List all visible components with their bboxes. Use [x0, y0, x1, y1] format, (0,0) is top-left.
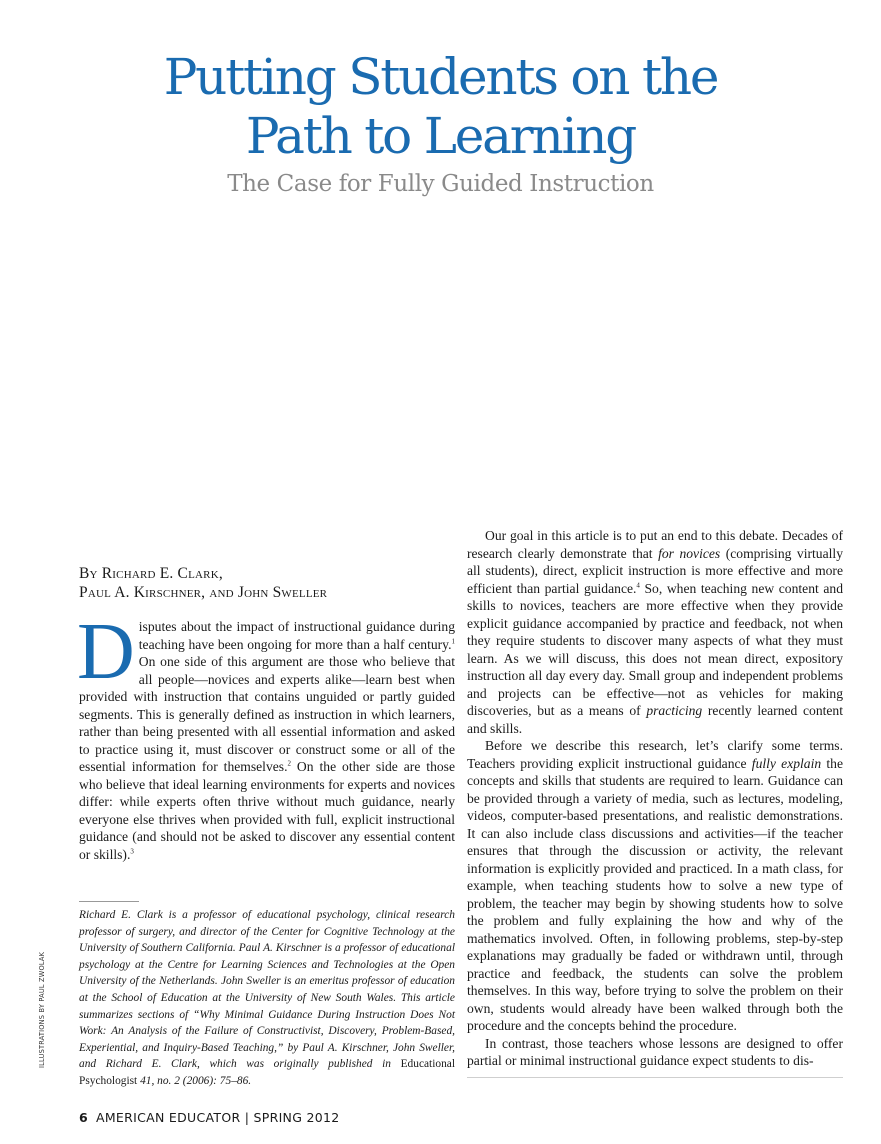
body-text: On the other side are those who believe that ideal learning environments for experts and novices differ: while experts often thrive without much guidance, nearly everyone else thrives when provided with full, explicit instructional guidance (and should not be asked to discover any essential content or skills). — [79, 759, 455, 862]
author-note — [79, 907, 455, 1090]
footnote-ref: 4 — [636, 580, 640, 589]
body-text: Before we describe this research, let’s clarify some terms. Teachers providing explicit instructional guidance — [467, 738, 843, 771]
body-text: Our goal in this article is to put an end to this debate. Decades of research clearly demonstrate that — [467, 528, 843, 561]
page-number: 6 — [79, 1110, 88, 1125]
body-text: So, when teaching new content and skills to novices, teachers are more effective when they provide explicit guidance accompanied by practice and feedback, not when they require students to discover many aspects of what they must learn. As we will discuss, this does not mean direct, expository instruction all day every day. Small group and independent problems and projects can be effective—not as vehicles for making discoveries, but as a means of — [467, 580, 843, 718]
publication-name: AMERICAN EDUCATOR | SPRING 2012 — [96, 1110, 340, 1125]
article-title-line-2: Path to Learning — [245, 107, 636, 165]
author-note-text: Richard E. Clark is a professor of educational psychology, clinical research professor of surgery, and director of the Center for Cognitive Technology at the University of Southern California. Paul A. Kirschner is a professor of educational psychology at the Centre for Learning Sciences and Technologies at the Open University of the Netherlands. John Sweller is an emeritus professor of education at the School of Education at the University of New South Wales. This article summarizes sections of “Why Minimal Guidance During Instruction Does Not Work: An Analysis of the Failure of Constructivist, Discovery, Problem-Based, Experiential, and Inquiry-Based Teaching,” by Paul A. Kirschner, John Sweller, and Richard E. Clark, which was originally published in — [79, 909, 455, 1071]
author-note-divider — [79, 901, 139, 902]
drop-cap: D — [77, 608, 135, 696]
footnote-ref: 3 — [130, 846, 134, 855]
illustration-credit: ILLUSTRATIONS BY PAUL ZWOLAK — [38, 951, 46, 1068]
body-text: recently learned content and skills. — [467, 703, 843, 736]
column-end-rule — [467, 1077, 843, 1078]
footnote-ref: 2 — [287, 759, 291, 768]
byline — [79, 564, 327, 602]
body-paragraph — [77, 608, 455, 863]
footnote-ref: 1 — [451, 636, 455, 645]
body-paragraph — [467, 737, 843, 1035]
body-column-left — [77, 608, 455, 863]
article-title — [0, 48, 881, 166]
article-subtitle: The Case for Fully Guided Instruction — [227, 171, 654, 197]
emphasis-text: fully explain — [751, 755, 822, 771]
body-text: (comprising virtually all students), direct, explicit instruction is more effective and more efficient than partial guidance. — [467, 545, 843, 596]
article-title-line-1: Putting Students on the — [163, 48, 718, 106]
journal-citation: 41, no. 2 (2006): 75–86. — [137, 1074, 252, 1087]
byline-line-2: Paul A. Kirschner, and John Sweller — [79, 584, 328, 601]
emphasis-text: for novices — [658, 545, 721, 561]
emphasis-text: practicing — [646, 703, 703, 718]
body-text: On one side of this argument are those who believe that all people—novices and experts alike—learn best when provided with instruction that contains unguided or partly guided segments. This is generally defined as instruction in which learners, rather than being presented with all essential information and asked to practice using it, must discover or construct some or all of the essential information for themselves. — [79, 654, 455, 774]
byline-line-1: By Richard E. Clark, — [79, 565, 223, 582]
body-column-right — [467, 527, 843, 1070]
body-paragraph — [467, 527, 843, 737]
body-paragraph — [467, 1035, 843, 1070]
body-text: isputes about the impact of instructional guidance during teaching have been ongoing for more than a half century. — [138, 619, 455, 652]
body-text: the concepts and skills that students are required to learn. Guidance can be provided through a variety of media, such as lectures, modeling, videos, computer-based presentations, and realistic demonstrations. It can also include class discussions and activities—if the teacher ensures that through the discussion or activity, the relevant information is explicitly provided and practiced. In a math class, for example, when teaching students how to solve a new type of problem, the teacher may begin by showing students how to solve the problem and fully explaining the how and why of the mathematics involved. Often, in following problems, step-by-step explanations may gradually be faded or withdrawn until, through practice and feedback, the students can solve the problem themselves. In this way, before trying to solve the problem on their own, students would already have been walked through both the procedure and the concepts behind the procedure. — [467, 755, 844, 1033]
journal-name: Educational Psychologist — [79, 1058, 455, 1087]
page-footer — [79, 1110, 339, 1125]
body-text: In contrast, those teachers whose lessons are designed to offer partial or minimal instructional guidance expect students to dis- — [467, 1035, 843, 1068]
